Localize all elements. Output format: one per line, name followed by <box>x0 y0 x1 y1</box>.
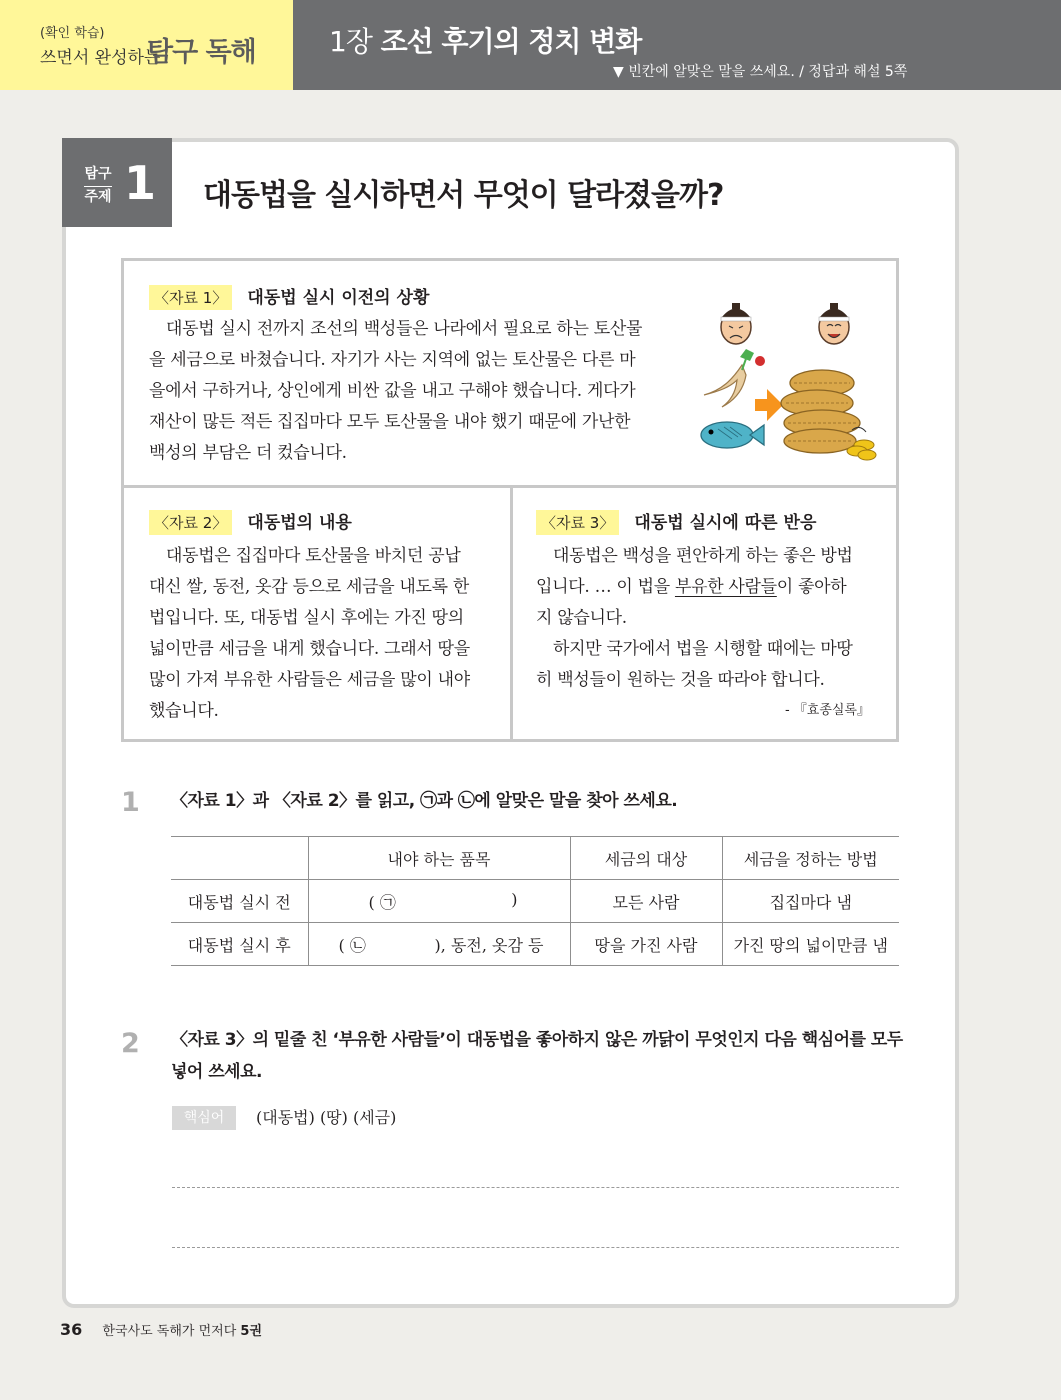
volume-label: 5권 <box>240 1324 263 1339</box>
topic-label-1: 탐구 <box>84 164 112 187</box>
header-instruction: ▼ 빈칸에 알맞은 말을 쓰세요. / 정답과 해설 5쪽 <box>613 64 908 80</box>
question-2-text <box>171 1024 911 1088</box>
divider <box>510 485 513 742</box>
material-1-body <box>149 314 694 469</box>
arrow-right-icon <box>755 389 783 421</box>
question-1-text: 〈자료 1〉과 〈자료 2〉를 읽고, ㉠과 ㉡에 알맞은 말을 찾아 쓰세요. <box>171 791 678 811</box>
header-subtitle: 쓰면서 완성하는 <box>40 48 161 68</box>
table-header-cell: 내야 하는 품목 <box>308 837 570 880</box>
header-series-title: 탐구 독해 <box>147 37 256 68</box>
blank-close: ), 동전, 옷감 등 <box>434 935 544 955</box>
material-2-body <box>149 541 494 727</box>
row-label: 대동법 실시 후 <box>171 923 308 966</box>
topic-title: 대동법을 실시하면서 무엇이 달라졌을까? <box>203 178 724 213</box>
chapter-number: 1장 <box>329 25 372 58</box>
ginseng-icon <box>704 349 765 407</box>
material-1-line: 대동법 실시 전까지 조선의 백성들은 나라에서 필요로 하는 토산물 <box>166 319 643 339</box>
header-small-label: (확인 학습) <box>40 26 105 41</box>
blank-answer-cell[interactable] <box>308 880 570 923</box>
material-3-tag: 〈자료 3〉 <box>536 510 619 535</box>
table-header-row <box>171 837 899 880</box>
material-3-line <box>536 572 886 603</box>
table-header-cell <box>171 837 308 880</box>
keyword-label: 핵심어 <box>172 1106 236 1130</box>
answer-line[interactable] <box>172 1187 899 1188</box>
material-1-title: 대동법 실시 이전의 상황 <box>247 288 430 308</box>
material-2-title: 대동법의 내용 <box>247 513 352 533</box>
keyword-list: (대동법) (땅) (세금) <box>256 1108 397 1127</box>
happy-face-icon <box>819 303 849 344</box>
page-number: 36 <box>60 1320 83 1339</box>
material-2-line: 대동법은 집집마다 토산물을 바치던 공납 <box>166 546 461 566</box>
answer-table <box>171 836 899 966</box>
table-cell: 집집마다 냄 <box>722 880 899 923</box>
question-2-line: 〈자료 3〉의 밑줄 친 ‘부유한 사람들’이 대동법을 좋아하지 않은 까닭이 무엇인지 다음 핵심어를 모두 <box>171 1030 903 1050</box>
question-2-number: 2 <box>121 1028 140 1059</box>
underlined-phrase: 부유한 사람들 <box>674 577 777 597</box>
blank-answer-cell[interactable] <box>308 923 570 966</box>
topic-badge <box>62 138 172 227</box>
material-2-line: 대신 쌀, 동전, 옷감 등으로 세금을 내도록 한 <box>149 577 470 597</box>
material-3-source: - 『효종실록』 <box>784 703 870 718</box>
row-label: 대동법 실시 전 <box>171 880 308 923</box>
topic-label-2: 주제 <box>84 189 112 205</box>
blank-open: ( ㉡ <box>338 935 366 955</box>
table-header-cell: 세금의 대상 <box>570 837 722 880</box>
chapter-title: 조선 후기의 정치 변화 <box>380 25 642 58</box>
chapter-heading <box>329 20 641 60</box>
material-3-line: 하지만 국가에서 법을 시행할 때에는 마땅 <box>553 639 853 659</box>
material-2-tag: 〈자료 2〉 <box>149 510 232 535</box>
material-3-body <box>536 541 886 696</box>
material-1-tag: 〈자료 1〉 <box>149 285 232 310</box>
tribute-illustration <box>692 295 882 465</box>
material-2-line: 많이 가져 부유한 사람들은 세금을 많이 내야 <box>149 670 470 690</box>
table-cell: 가진 땅의 넓이만큼 냄 <box>722 923 899 966</box>
material-1-line: 을에서 구하거나, 상인에게 비싼 값을 내고 구해야 했습니다. 게다가 <box>149 381 636 401</box>
table-row <box>171 923 899 966</box>
question-1-number: 1 <box>121 787 140 818</box>
table-cell: 모든 사람 <box>570 880 722 923</box>
material-2-line: 넓이만큼 세금을 내게 했습니다. 그래서 땅을 <box>149 639 470 659</box>
material-1-line: 백성의 부담은 더 컸습니다. <box>149 443 347 463</box>
text-span: 입니다. … 이 법을 <box>536 577 675 597</box>
material-2-line: 했습니다. <box>149 701 219 721</box>
page-footer <box>60 1320 262 1339</box>
material-2-line: 법입니다. 또, 대동법 실시 후에는 가진 땅의 <box>149 608 464 628</box>
fish-icon <box>701 422 764 448</box>
material-1-line: 을 세금으로 바쳤습니다. 자기가 사는 지역에 없는 토산물은 다른 마 <box>149 350 636 370</box>
rice-sack-icon <box>781 370 860 453</box>
table-header-cell: 세금을 정하는 방법 <box>722 837 899 880</box>
answer-line[interactable] <box>172 1247 899 1248</box>
table-cell: 땅을 가진 사람 <box>570 923 722 966</box>
header-chapter-panel <box>293 0 1061 90</box>
material-1-heading <box>149 283 429 310</box>
blank-open: ( ㉠ <box>368 892 396 912</box>
header-series-panel <box>0 0 293 90</box>
material-1-line: 재산이 많든 적든 집집마다 모두 토산물을 내야 했기 때문에 가난한 <box>149 412 631 432</box>
question-2-line: 넣어 쓰세요. <box>171 1062 262 1082</box>
table-row <box>171 880 899 923</box>
text-span: 이 좋아하 <box>776 577 847 597</box>
material-2-heading <box>149 508 352 535</box>
material-3-title: 대동법 실시에 따른 반응 <box>634 513 817 533</box>
topic-badge-label <box>84 164 112 207</box>
material-3-line: 지 않습니다. <box>536 608 627 628</box>
blank-close: ) <box>511 889 518 909</box>
book-title: 한국사도 독해가 먼저다 <box>102 1324 237 1339</box>
material-3-heading <box>536 508 816 535</box>
material-3-line: 히 백성들이 원하는 것을 따라야 합니다. <box>536 670 825 690</box>
material-3-line: 대동법은 백성을 편안하게 하는 좋은 방법 <box>553 546 853 566</box>
sad-face-icon <box>721 303 751 344</box>
topic-number: 1 <box>124 156 157 210</box>
